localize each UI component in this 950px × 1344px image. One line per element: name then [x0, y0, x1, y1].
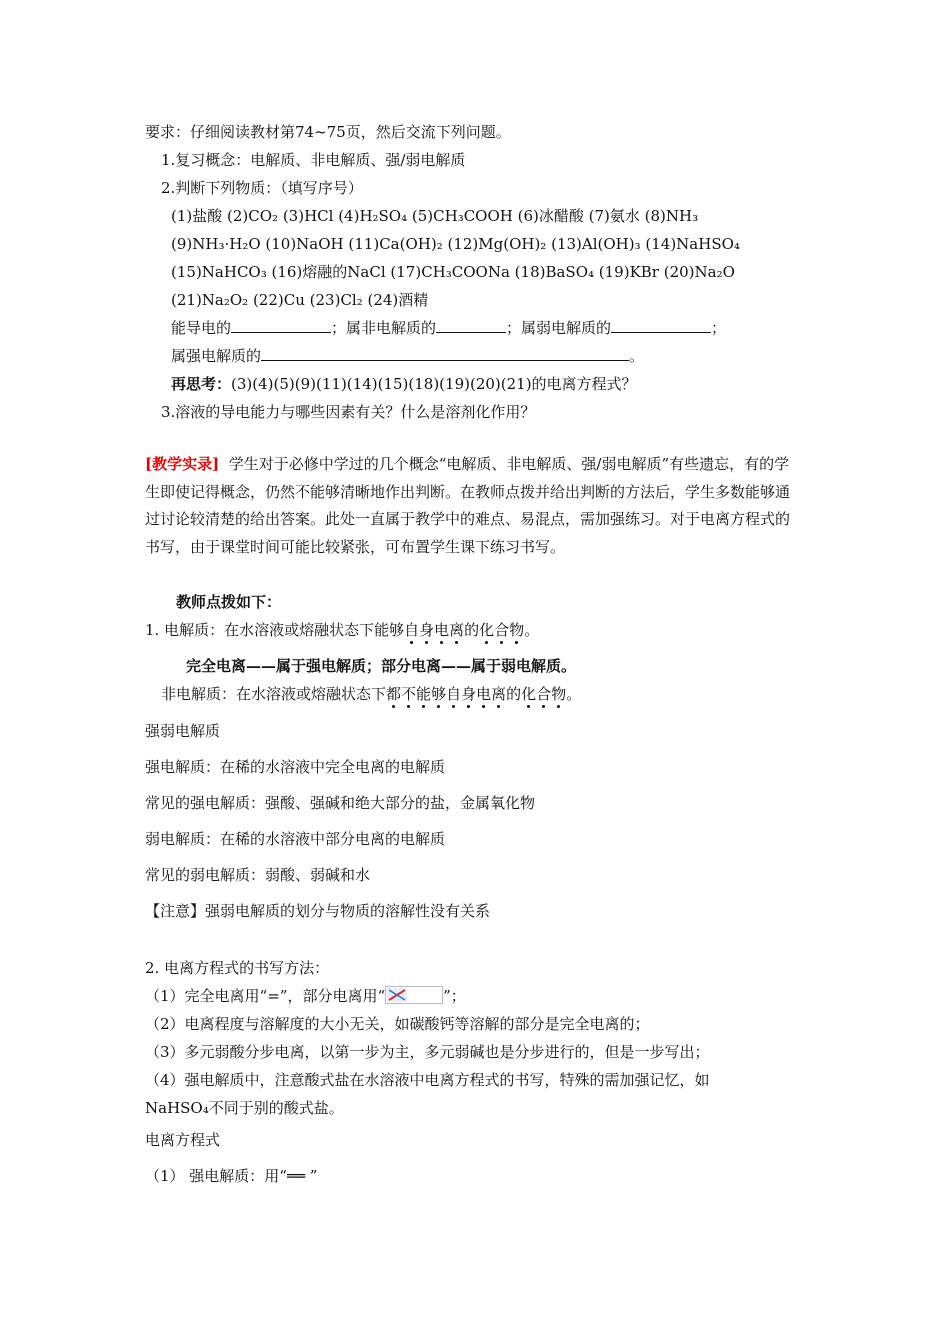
reversible-arrow-icon — [385, 986, 443, 1004]
teacher-heading: 教师点拨如下： — [176, 593, 282, 611]
method-1-text-b: ”； — [443, 987, 466, 1005]
label-nonelectrolyte: ；属非电解质的 — [331, 319, 437, 337]
rethink-label: 再思考： — [171, 375, 232, 393]
complete-ionization-note: 完全电离——属于强电解质；部分电离——属于弱电解质。 — [186, 657, 577, 675]
non-mid: 的 — [506, 685, 522, 703]
blank-conductive[interactable] — [231, 318, 331, 333]
method-heading: 2. 电离方程式的书写方法： — [145, 959, 330, 977]
emphasis-cannot-ionize: 都不能够自身电离 — [386, 685, 507, 703]
method-1 — [145, 986, 466, 1006]
requirement-intro: 要求：仔细阅读教材第74~75页，然后交流下列问题。 — [145, 123, 511, 141]
strong-weak-heading: 强弱电解质 — [145, 722, 221, 740]
def-prefix: 1. 电解质：在水溶液或熔融状态下能够 — [145, 621, 405, 639]
def-end: 。 — [524, 621, 540, 639]
teaching-record-label: [教学实录] — [145, 455, 220, 473]
method-2: （2）电离程度与溶解度的大小无关，如碳酸钙等溶解的部分是完全电离的； — [145, 1015, 650, 1033]
rethink-line — [171, 374, 637, 394]
electrolyte-definition — [145, 620, 539, 640]
substance-row-1: (1)盐酸 (2)CO₂ (3)HCl (4)H₂SO₄ (5)CH₃COOH (6)冰醋酸 (7)氨水 (8)NH₃ — [171, 207, 699, 225]
teaching-record — [145, 451, 800, 561]
method-3: （3）多元弱酸分步电离，以第一步为主，多元弱碱也是分步进行的，但是一步写出； — [145, 1043, 710, 1061]
teaching-record-text: 学生对于必修中学过的几个概念“电解质、非电解质、强/弱电解质”有些遗忘，有的学生即使记得概念，仍然不能够清晰地作出判断。在教师点拨并给出判断的方法后，学生多数能够通过讨论较清楚的给出答案。此处一直属于教学中的难点、易混点，需加强练习。对于电离方程式的书写，由于课堂时间可能比较紧张，可布置学生课下练习书写。 — [145, 455, 791, 556]
substance-row-3: (15)NaHCO₃ (16)熔融的NaCl (17)CH₃COONa (18)BaSO₄ (19)KBr (20)Na₂O — [171, 263, 735, 281]
common-strong-electrolytes: 常见的强电解质：强酸、强碱和绝大部分的盐，金属氧化物 — [145, 794, 536, 812]
weak-electrolyte-def: 弱电解质：在稀的水溶液中部分电离的电解质 — [145, 830, 446, 848]
strong-electrolyte-def: 强电解质：在稀的水溶液中完全电离的电解质 — [145, 758, 446, 776]
emphasis-self-ionize: 自身电离 — [404, 621, 465, 639]
emphasis-compound: 化合物 — [479, 621, 525, 639]
non-prefix: 非电解质：在水溶液或熔融状态下 — [161, 685, 387, 703]
equation-heading: 电离方程式 — [145, 1131, 221, 1149]
def-mid: 的 — [464, 621, 480, 639]
fill-blank-row-2 — [171, 346, 644, 366]
emphasis-compound-2: 化合物 — [521, 685, 567, 703]
question-2: 2.判断下列物质：（填写序号） — [161, 179, 363, 197]
common-weak-electrolytes: 常见的弱电解质：弱酸、弱碱和水 — [145, 866, 371, 884]
rethink-text: (3)(4)(5)(9)(11)(14)(15)(18)(19)(20)(21)的电离方程式？ — [231, 375, 637, 393]
method-4-line-2: NaHSO₄不同于别的酸式盐。 — [145, 1099, 344, 1117]
method-1-text-a: （1）完全电离用“=”，部分电离用“ — [145, 987, 386, 1005]
label-conductive: 能导电的 — [171, 319, 232, 337]
fill-period: 。 — [629, 347, 645, 365]
fill-end-mark: ； — [711, 319, 727, 337]
substance-row-4: (21)Na₂O₂ (22)Cu (23)Cl₂ (24)酒精 — [171, 291, 429, 309]
blank-strong-electrolyte[interactable] — [261, 346, 629, 361]
equation-1: （1） 强电解质：用“══ ” — [145, 1167, 318, 1185]
label-weak-electrolyte: ；属弱电解质的 — [506, 319, 612, 337]
note: 【注意】强弱电解质的划分与物质的溶解性没有关系 — [145, 902, 491, 920]
blank-weak-electrolyte[interactable] — [611, 318, 711, 333]
blank-nonelectrolyte[interactable] — [436, 318, 506, 333]
nonelectrolyte-definition — [161, 684, 581, 704]
fill-blank-row-1 — [171, 318, 726, 338]
label-strong-electrolyte: 属强电解质的 — [171, 347, 262, 365]
method-4-line-1: （4）强电解质中，注意酸式盐在水溶液中电离方程式的书写，特殊的需加强记忆，如 — [145, 1071, 710, 1089]
non-end: 。 — [566, 685, 582, 703]
substance-row-2: (9)NH₃·H₂O (10)NaOH (11)Ca(OH)₂ (12)Mg(OH)₂ (13)Al(OH)₃ (14)NaHSO₄ — [171, 235, 740, 253]
question-3: 3.溶液的导电能力与哪些因素有关？什么是溶剂化作用？ — [161, 403, 536, 421]
question-1: 1.复习概念：电解质、非电解质、强/弱电解质 — [161, 151, 466, 169]
